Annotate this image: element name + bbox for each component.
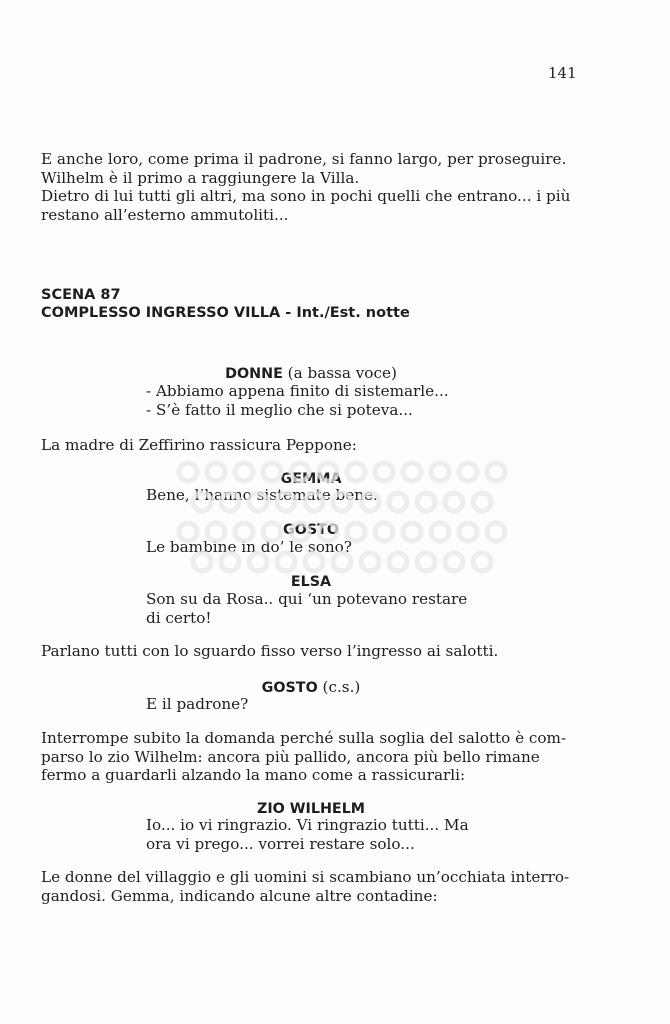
character-cue-gemma xyxy=(146,469,476,487)
character-name: GEMMA xyxy=(280,471,342,487)
action-line: Interrompe subito la domanda perché sulla soglia del salotto è com- xyxy=(41,729,567,747)
page-number: 141 xyxy=(548,64,577,82)
dialogue-donne xyxy=(146,382,486,420)
character-name: ZIO WILHELM xyxy=(256,801,366,817)
character-name: GOSTO xyxy=(261,680,318,696)
dialogue-line: E il padrone? xyxy=(146,695,249,713)
scene-number: SCENA 87 xyxy=(41,287,121,303)
dialogue-line: Bene, l’hanno sistemate bene. xyxy=(146,486,378,504)
character-cue-donne xyxy=(146,364,476,382)
action-line: gandosi. Gemma, indicando alcune altre contadine: xyxy=(41,886,438,905)
dialogue-gosto xyxy=(146,538,486,557)
character-cue-elsa xyxy=(146,572,476,590)
dialogue-zio-wilhelm xyxy=(146,816,486,854)
dialogue-gemma xyxy=(146,486,486,505)
dialogue-line: Io... io vi ringrazio. Vi ringrazio tutti... Ma xyxy=(146,816,469,834)
dialogue-elsa xyxy=(146,590,486,628)
action-line: Parlano tutti con lo sguardo fisso verso l’ingresso ai salotti. xyxy=(41,642,499,660)
dialogue-line: - S’è fatto il meglio che si poteva... xyxy=(146,401,413,419)
character-cue-zio-wilhelm xyxy=(146,799,476,817)
intro-paragraph xyxy=(41,150,589,224)
intro-line: E anche loro, come prima il padrone, si fanno largo, per proseguire. xyxy=(41,150,567,168)
intro-line: restano all’esterno ammutoliti... xyxy=(41,205,289,224)
action-paragraph xyxy=(41,868,589,905)
scene-location: COMPLESSO INGRESSO VILLA - Int./Est. notte xyxy=(41,305,410,321)
action-line: fermo a guardarli alzando la mano come a rassicurarli: xyxy=(41,766,466,784)
action-line: Le donne del villaggio e gli uomini si scambiano un’occhiata interro- xyxy=(41,868,570,886)
action-line: La madre di Zeffirino rassicura Peppone: xyxy=(41,436,357,454)
dialogue-line: di certo! xyxy=(146,609,212,627)
dialogue-line: - Abbiamo appena finito di sistemarle... xyxy=(146,382,449,400)
character-name: GOSTO xyxy=(282,522,340,538)
scene-heading xyxy=(41,286,410,322)
parenthetical: (a bassa voce) xyxy=(287,364,397,382)
action-paragraph xyxy=(41,729,589,785)
dialogue-line: ora vi prego... vorrei restare solo... xyxy=(146,835,415,853)
character-name: DONNE xyxy=(225,366,283,382)
character-cue-gosto xyxy=(146,520,476,538)
parenthetical: (c.s.) xyxy=(322,678,361,696)
intro-line: Wilhelm è il primo a raggiungere la Villa. xyxy=(41,168,360,187)
dialogue-line: Son su da Rosa.. qui ‘un potevano restare xyxy=(146,590,468,608)
intro-line: Dietro di lui tutti gli altri, ma sono in pochi quelli che entrano... i più xyxy=(41,187,571,205)
character-cue-gosto-cs xyxy=(146,678,476,696)
character-name: ELSA xyxy=(290,574,332,590)
dialogue-gosto xyxy=(146,695,486,714)
action-line: parso lo zio Wilhelm: ancora più pallido, ancora più bello rimane xyxy=(41,747,540,766)
dialogue-line: Le bambine in do’ le sono? xyxy=(146,538,352,556)
